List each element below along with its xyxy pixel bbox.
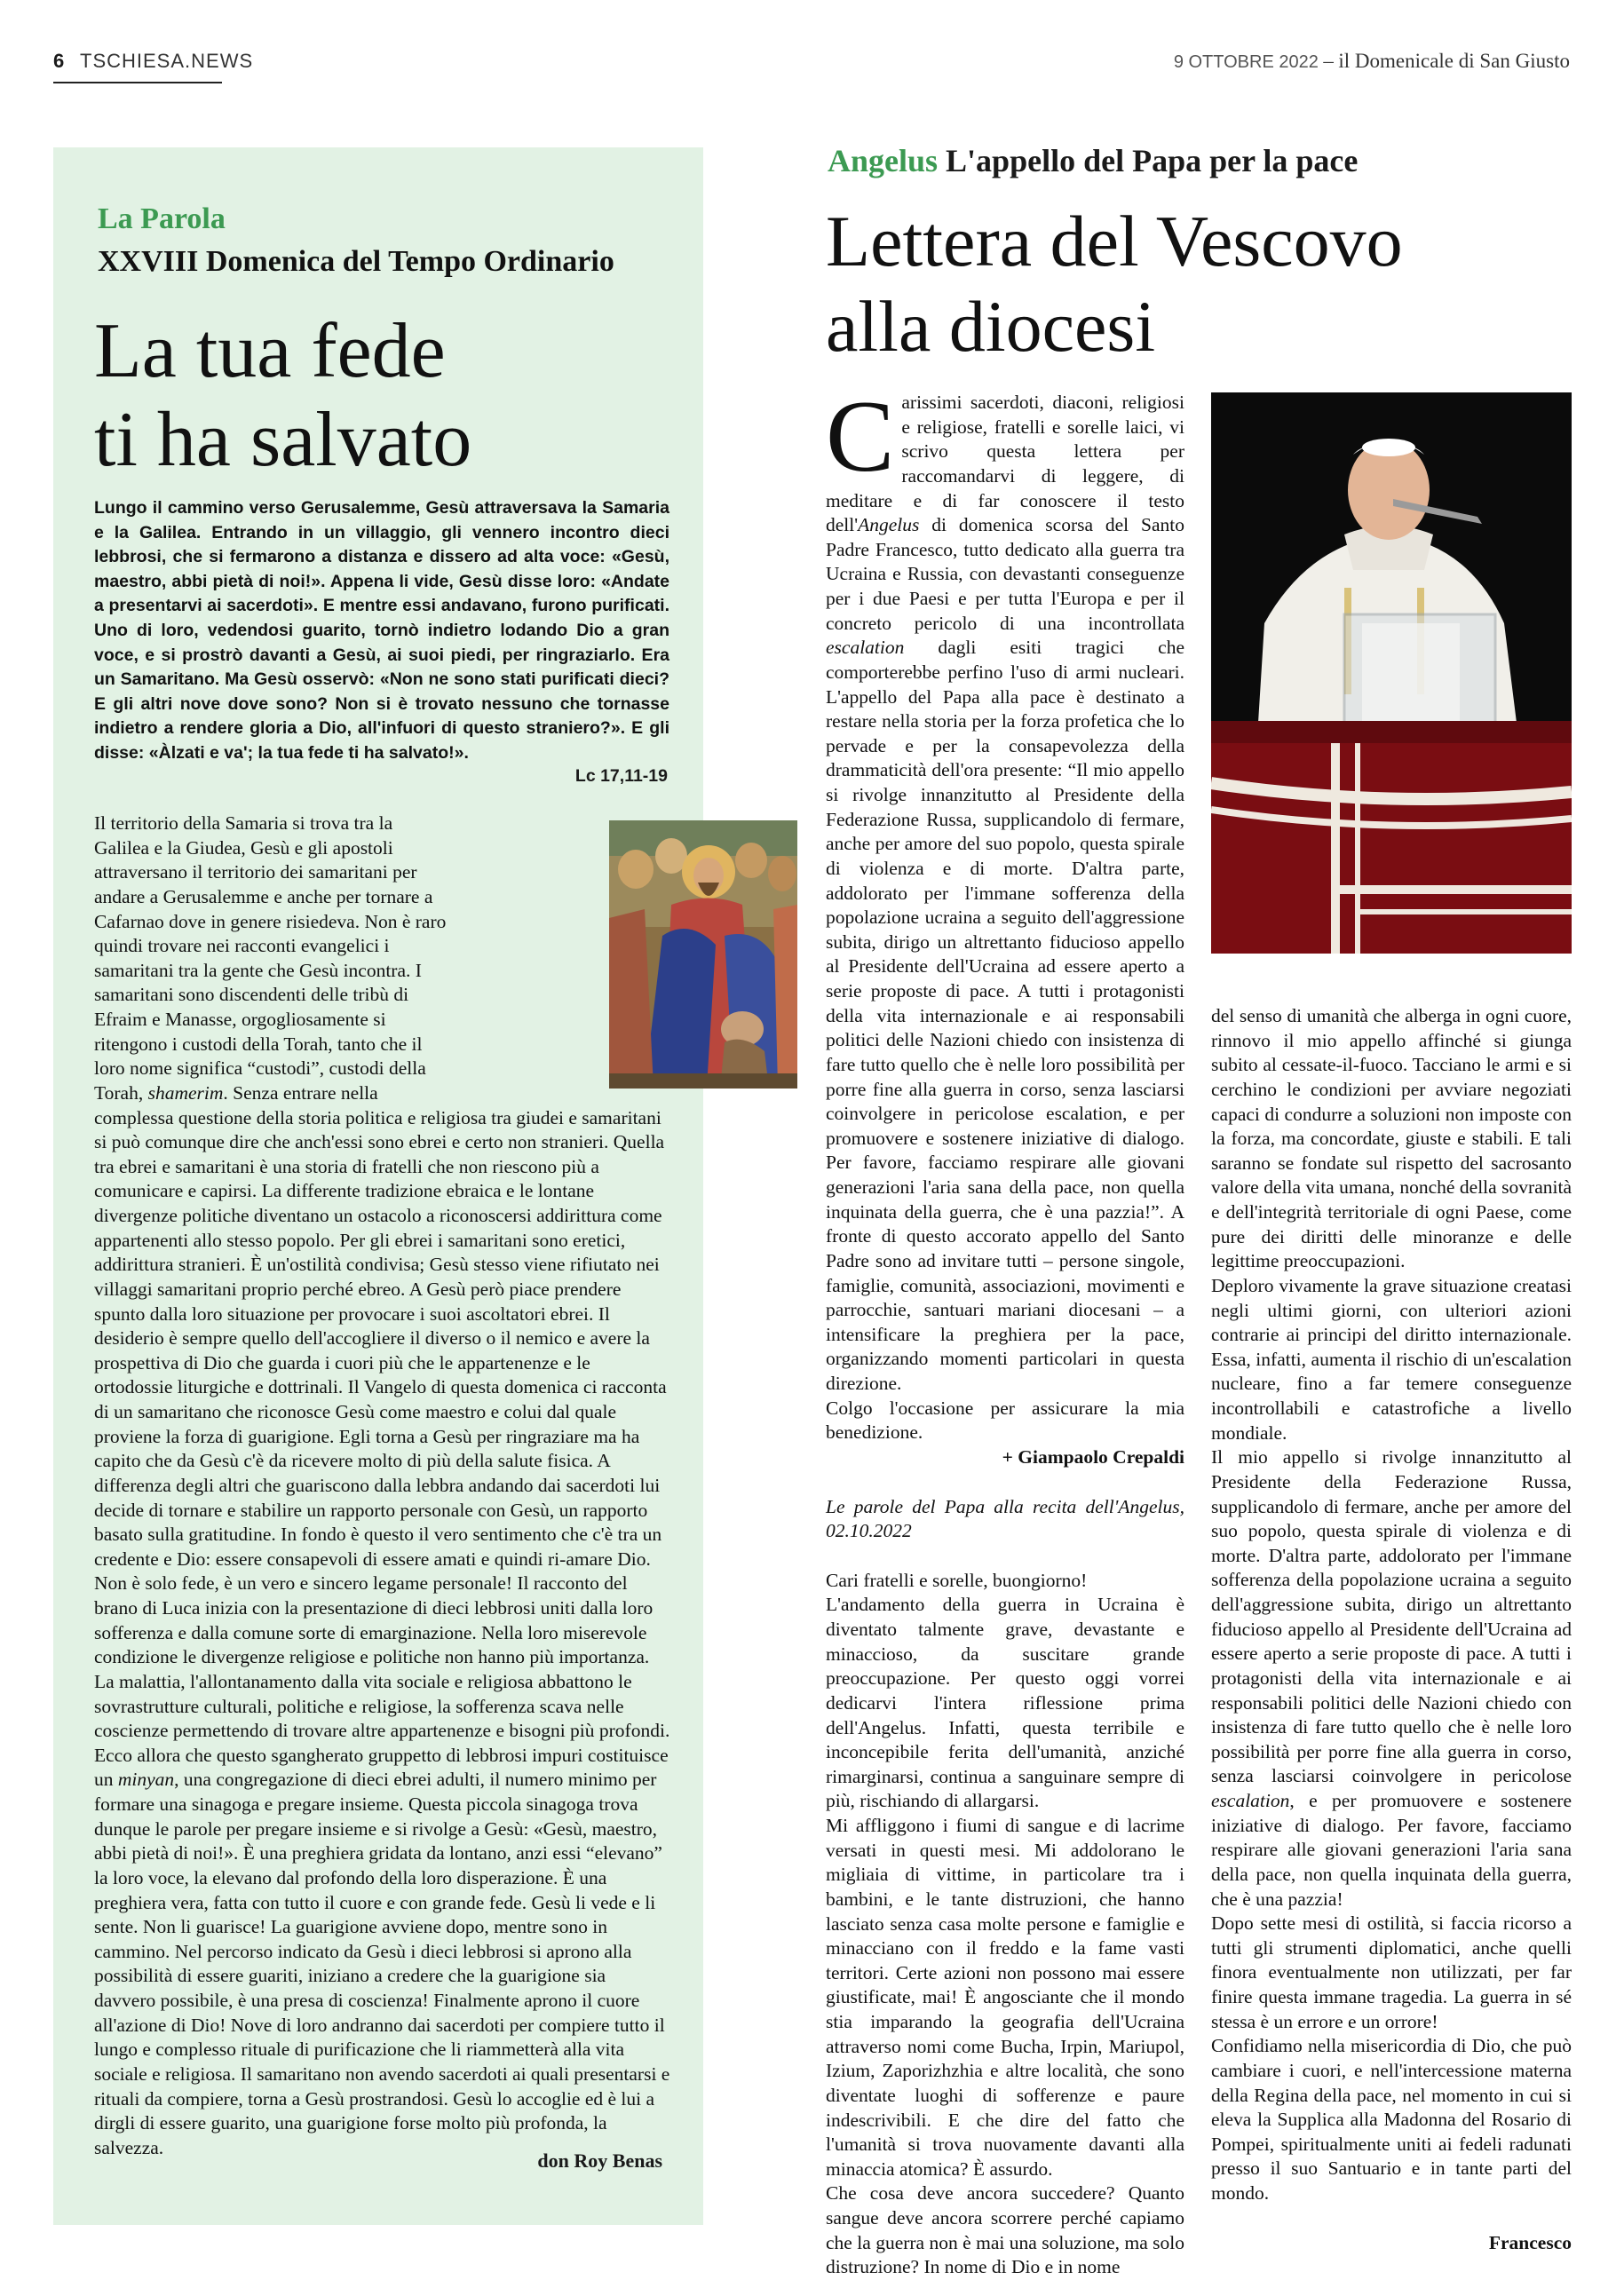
publication-name: il Domenicale di San Giusto xyxy=(1338,50,1570,72)
fresco-image xyxy=(609,820,797,1089)
angelus-paragraph xyxy=(1211,1445,1572,1912)
pope-illustration xyxy=(1211,392,1572,954)
angelus-paragraph: Mi affliggono i fiumi di sangue e di lacrime versati in questi mesi. Mi addolorano le migliaia di vittime, in particolare tra i bambini, e le tante distruzioni, che hanno lasciato senza casa molte persone e famiglie e minacciano con il freddo e la fame vasti territori. Certe azioni non possono mai essere giustificate, mai! È angosciante che il mondo stia imparando la geografia dell'Ucraina attraverso nomi come Bucha, Irpin, Mariupol, Izium, Zaporizhzhia e altre località, che sono diventate luoghi di sofferenze e paure indescrivibili. E che dire del fatto che l'umanità si trova nuovamente davanti alla minaccia atomica? È assurdo. xyxy=(826,1815,1184,2180)
page-number: 6 xyxy=(53,50,65,72)
text-run: , e per promuovere e sostenere iniziative di dialogo. Per favore, facciamo respirare alle giovani generazioni l'aria sana della pace, non quella inquinata della guerra, che è una pazzia! xyxy=(1211,1790,1572,1910)
angelus-paragraph: L'andamento della guerra in Ucraina è diventato talmente grave, devastante e minaccioso, da suscitare grande preoccupazione. Per questo oggi vorrei dedicarvi l'intera riflessione prima dell'Angelus. Infatti, questa terribile e inconcepibile ferita dell'umanità, anziché rimarginarsi, continua a sanguinare sempre di più, rischiando di allargarsi. xyxy=(826,1594,1184,1812)
page-header xyxy=(53,48,1570,89)
issue-date: 9 OTTOBRE 2022 xyxy=(1173,52,1319,72)
text-run: di domenica scorsa del Santo Padre Francesco, tutto dedicato alla guerra tra Ucraina e Russia, con devastanti conseguenze per i due Paesi e per tutta l'Europa e per il concreto pericolo di una incontrollata xyxy=(826,514,1184,634)
spacer xyxy=(826,1470,1184,1495)
title-line: La tua fede xyxy=(94,308,446,394)
italic-term: minyan xyxy=(117,1769,175,1791)
section-kicker: La Parola xyxy=(98,202,226,235)
text-run: arissimi sacerdoti, diaconi, religiosi e religiose, fratelli e sorelle laici, vi scrivo questa lettera per raccomandarvi di leggere, di meditare e di far conoscere il testo dell' xyxy=(826,392,1184,536)
letter-paragraph xyxy=(826,380,1184,1397)
angelus-paragraph: Dopo sette mesi di ostilità, si faccia ricorso a tutti gli strumenti diplomatici, anche quelli finora eventualmente non utilizzati, per far finire questa immane tragedia. La guerra in sé stessa è un errore e un orrore! xyxy=(1211,1912,1572,2032)
title-line: ti ha salvato xyxy=(94,397,472,483)
italic-term: escalation xyxy=(1211,1790,1290,1811)
right-title xyxy=(826,199,1403,369)
kicker-category: Angelus xyxy=(828,143,939,178)
drop-cap: C xyxy=(826,380,895,494)
angelus-paragraph: Che cosa deve ancora succedere? Quanto sangue deve ancora scorrere perché capiamo che la guerra non è mai una soluzione, ma solo distruzione? In nome di Dio e in nome xyxy=(826,2182,1184,2278)
bishop-letter xyxy=(826,380,1184,2280)
text-run: dagli esiti tragici che comporterebbe perfino l'uso di armi nucleari. L'appello del Papa alla pace è destinato a restare nella storia per la forza profetica che lo pervade e per la consapevolezza della drammaticità dell'ora presente: “Il mio appello si rivolge innanzitutto al Presidente della Federazione Russa, supplicandolo di fermare, anche per amore del suo popolo, questa spirale di violenza e di morte. D'altra parte, addolorato per l'immane sofferenza della popolazione ucraina a seguito dell'aggressione subita, dirigo un altrettanto fiducioso appello al Presidente dell'Ucraina ad essere aperto a serie proposte di pace. A tutti i protagonisti della vita internazionale e ai responsabili politici delle Nazioni chiedo con insistenza di fare tutto quello che è nelle loro possibilità per porre fine alla guerra in corso, senza lasciarsi coinvolgere in pericolose escalation, e per promuovere e sostenere iniziative di dialogo. Per favore, facciamo respirare alle giovani generazioni l'aria sana della pace, non quella inquinata della guerra, che è una pazzia!”. A fronte di questo accorato appello del Santo Padre sono ad invitare tutti – persone singole, famiglie, comunità, associazioni, movimenti e parrocchie, santuari mariani diocesani – a intensificare la preghiera per la pace, organizzando momenti particolari in questa direzione. xyxy=(826,637,1184,1394)
text-run: Il mio appello si rivolge innanzitutto al Presidente della Federazione Russa, supplicandolo di fermare, anche per amore del suo popolo, questa spirale di violenza e di morte. D'altra parte, addolorato per l'immane sofferenza della popolazione ucraina a seguito dell'aggressione subita, dirigo un altrettanto fiducioso appello al Presidente dell'Ucraina ad essere aperto a serie proposte di pace. A tutti i protagonisti della vita internazionale e ai responsabili politici delle Nazioni chiedo con insistenza di fare tutto quello che è nelle loro possibilità per porre fine alla guerra in corso, senza lasciarsi coinvolgere in pericolose xyxy=(1211,1446,1572,1787)
commentary-body xyxy=(94,811,671,2160)
title-line: Lettera del Vescovo xyxy=(826,201,1403,281)
gospel-reference: Lc 17,11-19 xyxy=(574,766,668,786)
angelus-paragraph: Deploro vivamente la grave situazione creatasi negli ultimi giorni, con ulteriori azioni contrarie ai principi del diritto internazionale. Essa, infatti, aumenta il rischio di un'escalation nucleare, fino a far temere conseguenze incontrollabili e catastrofiche a livello mondiale. xyxy=(1211,1274,1572,1444)
italic-term: escalation xyxy=(826,637,905,659)
angelus-continued xyxy=(1211,1004,1572,2255)
title-line: alla diocesi xyxy=(826,286,1156,367)
spacer xyxy=(826,1544,1184,1569)
header-right xyxy=(1174,50,1570,73)
italic-term: Angelus xyxy=(858,514,920,536)
angelus-paragraph: Confidiamo nella misericordia di Dio, che può cambiare i cuori, e nell'intercessione materna della Regina della pace, nel momento in cui si eleva la Supplica alla Madonna del Rosario di Pompei, spiritualmente uniti ai fedeli radunati presso il suo Santuario e in tante parti del mondo. xyxy=(1211,2035,1572,2204)
fresco-illustration xyxy=(609,820,797,1089)
article-title xyxy=(94,307,471,485)
spacer xyxy=(1211,2206,1572,2231)
pope-photo xyxy=(1211,392,1572,954)
header-separator: – xyxy=(1323,50,1334,72)
bishop-signature: + Giampaolo Crepaldi xyxy=(1002,1445,1184,1468)
kicker-topic: L'appello del Papa per la pace xyxy=(946,143,1359,178)
text-run: Il territorio della Samaria si trova tra la Galilea e la Giudea, Gesù e gli apostoli attraversano il territorio dei samaritani per andare a Gerusalemme e anche per tornare a Cafarnao dove in genere risiedeva. Non è raro quindi trovare nei racconti evangelici i samaritani tra la gente che Gesù incontra. I samaritani sono discendenti delle tribù di Efraim e Manasse, orgogliosamente si ritengono i custodi della Torah, tanto che il loro nome significa “custodi”, custodi della Torah, xyxy=(94,812,447,1104)
site-name[interactable]: TSCHIESA.NEWS xyxy=(80,50,254,72)
italic-term: shamerim xyxy=(147,1081,224,1104)
author-signature: don Roy Benas xyxy=(537,2149,662,2172)
angelus-paragraph: Cari fratelli e sorelle, buongiorno! xyxy=(826,1569,1088,1591)
pope-signature: Francesco xyxy=(1488,2231,1572,2253)
angelus-paragraph: del senso di umanità che alberga in ogni cuore, rinnovo il mio appello affinché si giunga subito al cessate-il-fuoco. Tacciano le armi e si cerchino le condizioni per avviare negoziati capaci di condurre a soluzioni non imposte con la forza, ma concordate, giuste e stabili. E tali saranno se fondate sul rispetto del sacrosanto valore della vita umana, nonché della sovranità e dell'integrità territoriale di ogni Paese, come pure dei diritti delle minoranze e delle legittime preoccupazioni. xyxy=(1211,1005,1572,1272)
gospel-text: Lungo il cammino verso Gerusalemme, Gesù attraversava la Samaria e la Galilea. Entrando in un villaggio, gli vennero incontro dieci lebbrosi, che si fermarono a distanza e dissero ad alta voce: «Gesù, maestro, abbi pietà di noi!». Appena li vide, Gesù disse loro: «Andate a presentarvi ai sacerdoti». E mentre essi andavano, furono purificati. Uno di loro, vedendosi guarito, tornò indietro lodando Dio a gran voce, e si prostrò davanti a Gesù, ai suoi piedi, per ringraziarlo. Era un Samaritano. Ma Gesù osservò: «Non ne sono stati purificati dieci? E gli altri nove dove sono? Non si è trovato nessuno che tornasse indietro a rendere gloria a Dio, all'infuori di questo straniero?». E gli disse: «Àlzati e va'; la tua fede ti ha salvato!». xyxy=(94,498,669,763)
letter-paragraph: Colgo l'occasione per assicurare la mia benedizione. xyxy=(826,1397,1184,1444)
section-subtitle: XXVIII Domenica del Tempo Ordinario xyxy=(98,245,614,278)
la-parola-box xyxy=(53,147,703,2225)
header-rule xyxy=(53,82,222,83)
right-kicker xyxy=(828,142,1358,179)
text-run: . Senza entrare nella complessa questione della storia politica e religiosa tra giudei e samaritani si può comunque dire che anch'essi sono ebrei e certo non stranieri. Quella tra ebrei e samaritani è una storia di fratelli che non riescono più a comunicare e capirsi. La differente tradizione ebraica e le lontane divergenze politiche diventano un ostacolo a riconoscersi addirittura come appartenenti allo stesso popolo. Per gli ebrei i samaritani sono eretici, addirittura stranieri. È un'ostilità condivisa; Gesù stesso viene rifiutato nei villaggi samaritani proprio perché ebreo. A Gesù però piace prendere spunto dalla loro situazione per provocare i suoi ascoltatori ebrei. Il desiderio è sempre quello dell'accogliere il diverso o il nemico e avere la prospettiva di Dio che guarda i cuori più che le appartenenze e le ortodossie liturgiche e dottrinali. Il Vangelo di questa domenica ci racconta di un samaritano che riconosce Gesù come maestro e colui dal quale proviene la forza di guarigione. Egli torna a Gesù per ringraziare ma ha capito che da Gesù c'è da ricevere molto di più della salute fisica. A differenza degli altri che guariscono dalla lebbra andando dai sacerdoti lui decide di tornare e stabilire un rapporto personale con Gesù, un rapporto basato sulla gratitudine. In fondo è questo il vero sentimento che c'è tra un credente e Dio: essere consapevoli di essere amati e quindi ri-amare Dio. Non è solo fede, è un vero e sincero legame personale! Il racconto del brano di Luca inizia con la presentazione di dieci lebbrosi uniti dalla loro sofferenza e dalla comune sorte di emarginazione. Nella loro miserevole condizione le divergenze religiose e politiche non hanno più importanza. La malattia, l'allontanamento dalla vita sociale e religiosa abbattono le sovrastrutture culturali, politiche e religiose, la sofferenza scava nelle coscienze permettendo di trovare altre appartenenze e bisogni più profondi. Ecco allora che questo sgangherato gruppetto di lebbrosi impuri costituisce un xyxy=(94,1081,670,1791)
text-run: , una congregazione di dieci ebrei adulti, il numero minimo per formare una sinagoga e pregare insieme. Questa piccola sinagoga trova dunque le parole per pregare insieme e si rivolge a Gesù: «Gesù, maestro, abbi pietà di noi!». È una preghiera gridata da lontano, anzi essi “elevano” la loro voce, la elevano dal profondo della loro disperazione. È una preghiera vera, fatta con tutto il cuore e con grande fede. Gesù li vede e li sente. Non li guarisce! La guarigione avviene dopo, mentre sono in cammino. Nel percorso indicato da Gesù i dieci lebbrosi si aprono alla possibilità di essere guariti, iniziano a credere che la guarigione sia davvero possibile, è una presa di coscienza! Finalmente aprono il cuore all'azione di Dio! Nove di loro andranno dai sacerdoti per compiere tutto il lungo e complesso rituale di purificazione che li riammetterà alla vita sociale e religiosa. Il samaritano non avendo sacerdoti ai quali presentarsi e rituali da compiere, torna a Gesù prostrandosi. Gesù lo accoglie ed è lui a dirgli di essere guarito, una guarigione forse molto più profonda, la salvezza. xyxy=(94,1769,670,2158)
angelus-note: Le parole del Papa alla recita dell'Angelus, 02.10.2022 xyxy=(826,1495,1184,1542)
